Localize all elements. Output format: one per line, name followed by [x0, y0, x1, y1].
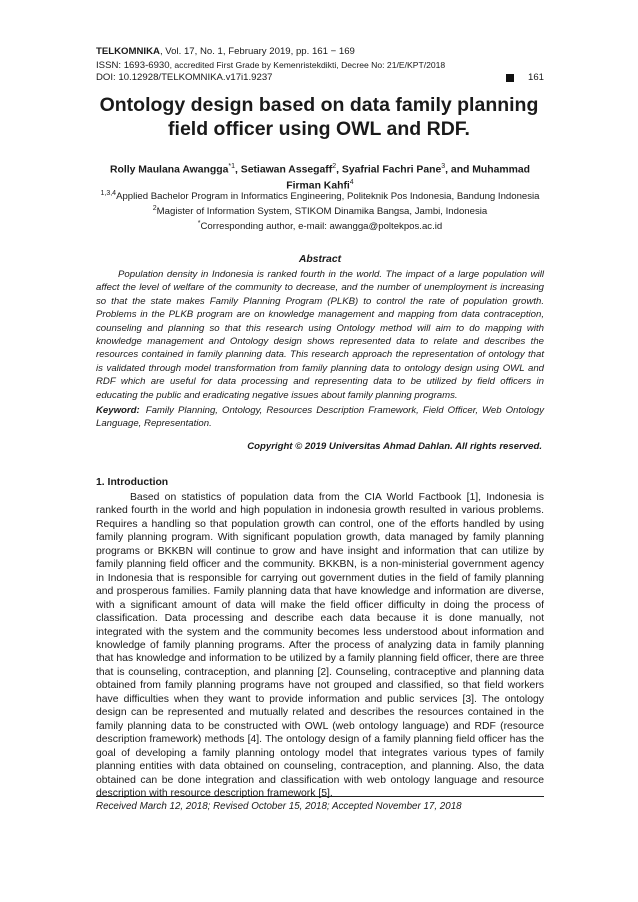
author-3-mark: 3: [441, 163, 446, 170]
abstract-text: Population density in Indonesia is ranked fourth in the world. The impact of a large population will affect the level of welfare of the community to decrease, and the number of unemployment is increasing so that the state makes Family Planning Program (PLKB) to control the rate of population growth. Problems in the PLKB program are on knowledge management and mapping from data contraception, counseling and planning so that this research using Ontology method will aim to do mapping with knowledge management and Ontology design shows represented data to relate and describes the resources contained in family planning data. This research approach the representation of ontology that is validated through model transformation from family planning data to ontology design using OWL and RDF which are useful for data processing and representing data to be utilized by field officers in educating the public and eradicating negative issues about family planning programs.: [96, 269, 544, 401]
author-4-mark: 4: [349, 179, 354, 187]
author-1-mark: *1: [228, 163, 235, 170]
affiliations: [96, 188, 544, 234]
paper-title: [80, 93, 558, 141]
affiliation-2-mark: 2: [152, 205, 157, 213]
keywords-text: Family Planning, Ontology, Resources Description Framework, Field Officer, Web Ontology Language, Representation.: [96, 405, 544, 430]
journal-citation: , Vol. 17, No. 1, February 2019, pp. 161 − 169: [159, 46, 355, 57]
doi-line: [96, 72, 544, 85]
author-separator: ,: [234, 164, 241, 176]
author-2: Setiawan Assegaff: [240, 164, 333, 176]
section-heading-introduction: 1. Introduction: [96, 477, 169, 488]
author-separator: ,: [336, 164, 342, 176]
corresponding-mark: *: [197, 220, 201, 228]
affiliation-2: [96, 203, 544, 218]
journal-name: TELKOMNIKA: [96, 46, 160, 57]
square-bullet-icon: [506, 74, 514, 82]
title-line-1: Ontology design based on data family planning: [99, 94, 539, 116]
page-number: 161: [527, 72, 544, 84]
affiliation-2-text: Magister of Information System, STIKOM Dinamika Bangsa, Jambi, Indonesia: [156, 206, 488, 218]
corresponding-author: [96, 218, 544, 233]
author-separator: ,: [445, 164, 451, 176]
title-line-2: field officer using OWL and RDF.: [168, 118, 470, 140]
footer-rule: [96, 796, 544, 797]
doi: DOI: 10.12928/TELKOMNIKA.v17i1.9237: [96, 72, 273, 84]
copyright-notice: Copyright © 2019 Universitas Ahmad Dahlan. All rights reserved.: [247, 441, 542, 452]
affiliation-1-mark: 1,3,4: [100, 190, 117, 197]
journal-header: [96, 46, 544, 85]
author-4: and Muhammad Firman Kahfi: [286, 164, 531, 192]
issn: ISSN: 1693-6930: [96, 59, 170, 71]
introduction-paragraph: Based on statistics of population data from the CIA World Factbook [1], Indonesia is ranked fourth in the world and high population in indonesia growth resulted in various problems. Requires a handling so that population growth can control, one of the efforts handled by using family planning program. With significant population growth, data managed by family planning programs or BKKBN will continue to grow and have insight and information that can utilize by family planning field officer and the community. BKKBN, is a non-ministerial government agency in Indonesia that is responsible for carrying out government duties in the field of family planning and prosperous families. Family planning data that have knowledge and information are diverse, with a significant amount of data will make the field officer difficulty in doing the process of classification. Data processing and describe each data because it is done manually, not integrated with the system and the community becomes less understood about information and knowledge of family planning programs. After the process of analyzing data in family planning that has knowledge and information to be utilized by a family planning field officer, there are three that is counseling, contraception, and planning [2]. Counseling, contraceptive and planning data obtained from family planning programs have not grouped and classified, so that field workers have difficulties when they want to provide information and public services [3]. The ontology design can be represented and mutually related and describes the resources contained in the family planning data to be constructed with OWL (web ontology language) and RDF (resource description framework) methods [4]. The ontology design of a family planning field officer has the goal of developing a family planning ontology model that integrates various types of family planning entities with data obtained on counseling, contraception, and planning. Also, the data obtained can be done integration and classification with web ontology language and resource description with resource description framework [5].: [96, 492, 544, 799]
affiliation-1: [96, 188, 544, 203]
received-dates: Received March 12, 2018; Revised October 15, 2018; Accepted November 17, 2018: [96, 801, 462, 812]
page-number-group: [506, 72, 544, 85]
accreditation: , accredited First Grade by Kemenristekdikti, Decree No: 21/E/KPT/2018: [169, 59, 446, 70]
issn-line: [96, 59, 544, 73]
keywords: [96, 404, 544, 431]
author-2-mark: 2: [332, 163, 337, 170]
author-1: Rolly Maulana Awangga: [109, 164, 229, 176]
affiliation-1-text: Applied Bachelor Program in Informatics Engineering, Politeknik Pos Indonesia, Bandung Indonesia: [116, 191, 540, 203]
keywords-label: Keyword:: [96, 405, 140, 416]
corresponding-author-text: Corresponding author, e-mail: awangga@poltekpos.ac.id: [200, 221, 443, 233]
author-3: Syafrial Fachri Pane: [341, 164, 442, 176]
journal-citation-line: [96, 46, 544, 59]
abstract-heading: Abstract: [298, 254, 342, 265]
